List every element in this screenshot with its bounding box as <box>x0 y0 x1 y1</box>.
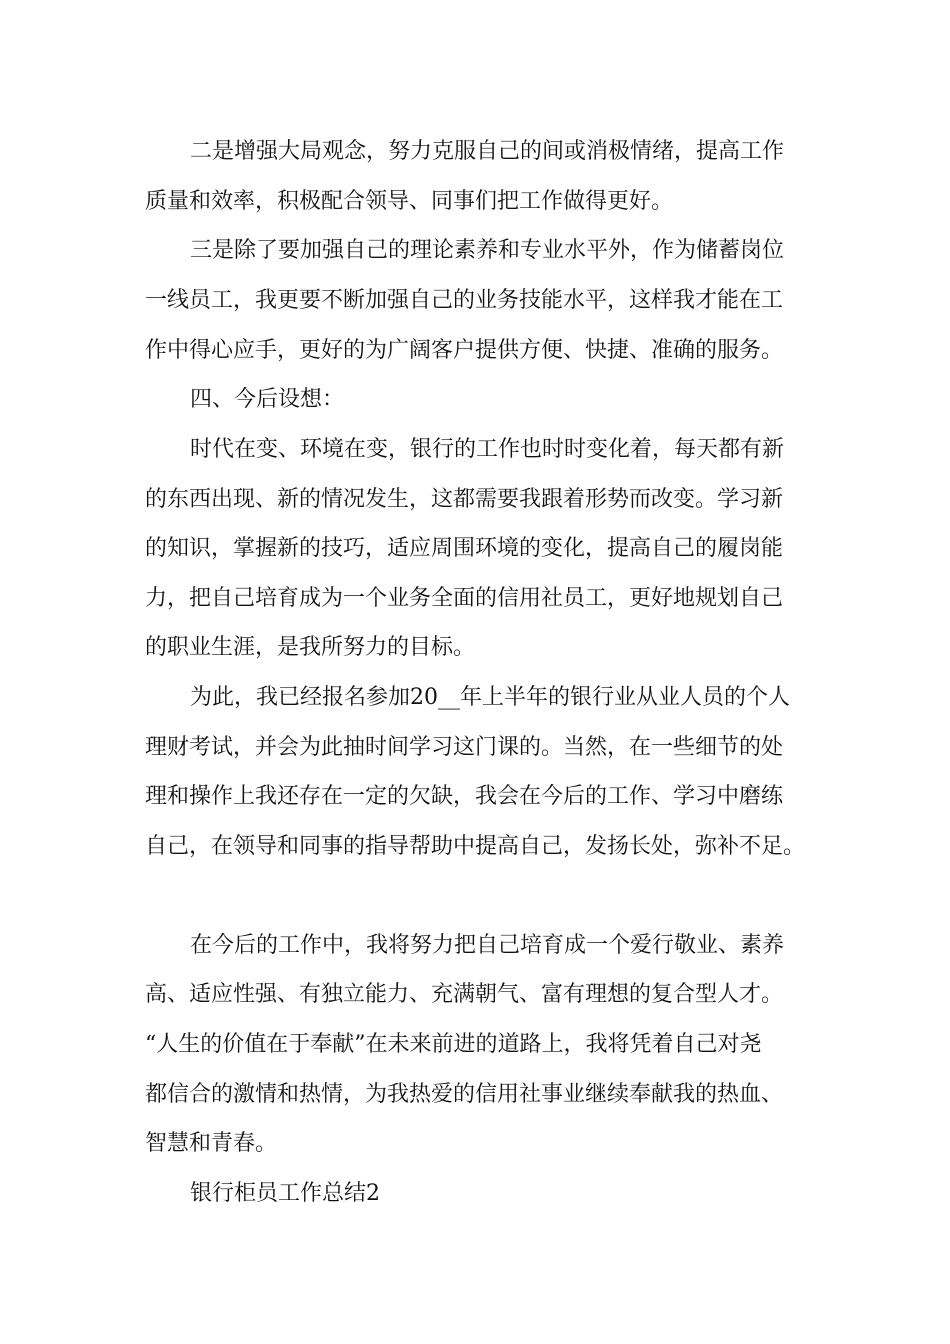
section-heading-future-plans: 四、今后设想： <box>190 387 345 412</box>
paragraph-exam-line-3: 理和操作上我还存在一定的欠缺，我会在今后的工作、学习中磨练 <box>145 784 784 809</box>
paragraph-3-line-2: 一线员工，我更要不断加强自己的业务技能水平，这样我才能在工 <box>145 288 784 313</box>
paragraph-3-line-1: 三是除了要加强自己的理论素养和专业水平外，作为储蓄岗位 <box>190 238 785 263</box>
paragraph-future-line-1: 在今后的工作中，我将努力把自己培育成一个爱行敬业、素养 <box>190 933 785 958</box>
paragraph-exam-line-1: 为此，我已经报名参加20__年上半年的银行业从业人员的个人 <box>190 685 790 710</box>
paragraph-times-line-5: 的职业生涯，是我所努力的目标。 <box>145 635 476 660</box>
paragraph-exam-line-2: 理财考试，并会为此抽时间学习这门课的。当然，在一些细节的处 <box>145 735 784 760</box>
paragraph-2-line-2: 质量和效率，积极配合领导、同事们把工作做得更好。 <box>145 189 674 214</box>
paragraph-future-line-4: 都信合的激情和热情，为我热爱的信用社事业继续奉献我的热血、 <box>145 1082 784 1107</box>
paragraph-times-line-1: 时代在变、环境在变，银行的工作也时时变化着，每天都有新 <box>190 437 785 462</box>
paragraph-3-line-3: 作中得心应手，更好的为广阔客户提供方便、快捷、准确的服务。 <box>145 338 784 363</box>
paragraph-times-line-2: 的东西出现、新的情况发生，这都需要我跟着形势而改变。学习新 <box>145 487 784 512</box>
paragraph-times-line-3: 的知识，掌握新的技巧，适应周围环境的变化，提高自己的履岗能 <box>145 536 784 561</box>
paragraph-2-line-1: 二是增强大局观念，努力克服自己的间或消极情绪，提高工作 <box>190 139 785 164</box>
paragraph-future-line-2: 高、适应性强、有独立能力、充满朝气、富有理想的复合型人才。 <box>145 982 784 1007</box>
paragraph-future-line-3: “人生的价值在于奉献”在未来前进的道路上，我将凭着自己对尧 <box>145 1032 762 1057</box>
paragraph-future-line-5: 智慧和青春。 <box>145 1131 278 1156</box>
section-title-summary-2: 银行柜员工作总结2 <box>190 1181 380 1206</box>
paragraph-exam-line-4: 自己，在领导和同事的指导帮助中提高自己，发扬长处，弥补不足。 <box>145 834 806 859</box>
paragraph-times-line-4: 力，把自己培育成为一个业务全面的信用社员工，更好地规划自己 <box>145 586 784 611</box>
